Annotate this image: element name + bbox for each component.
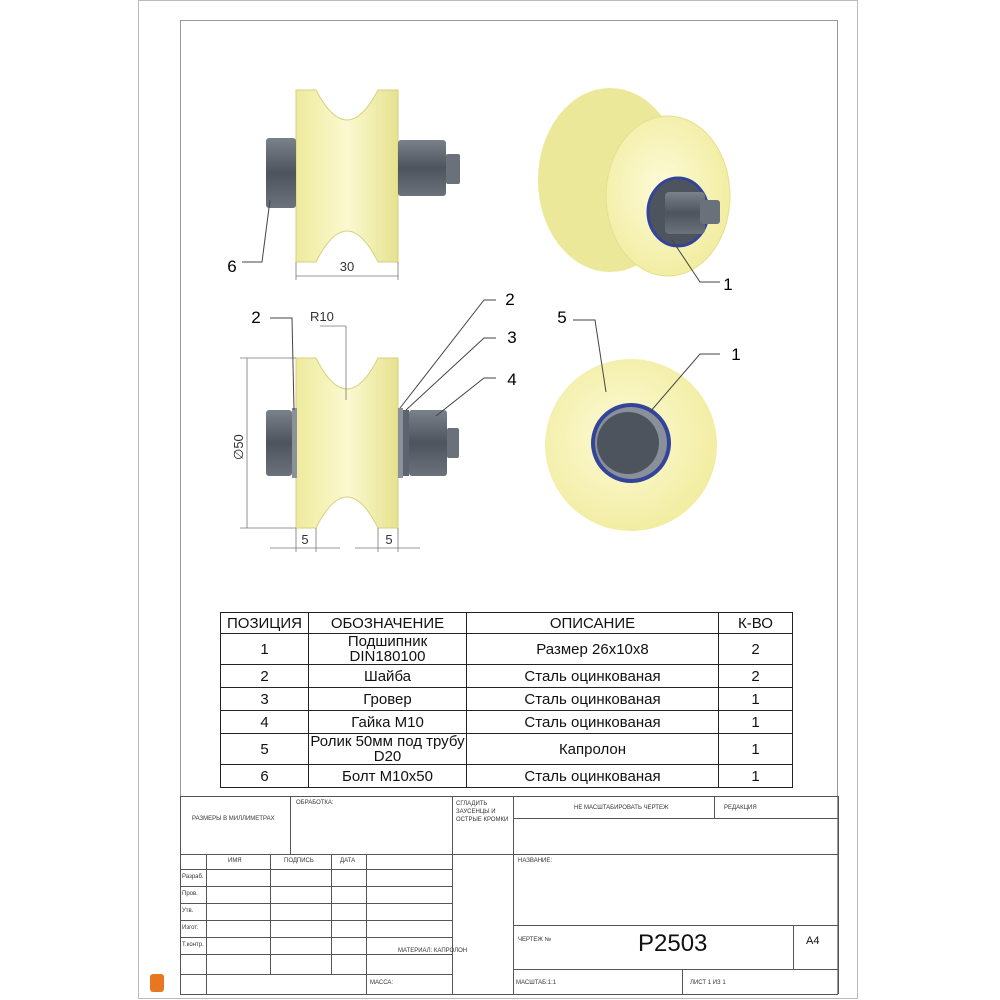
- title-label: НАЗВАНИЕ:: [518, 858, 553, 864]
- cell-qty: 1: [719, 711, 793, 734]
- cell-desc: Капролон: [467, 734, 719, 765]
- callout-1-iso: 1: [723, 275, 733, 294]
- cell-qty: 1: [719, 688, 793, 711]
- cell-name: Подшипник DIN180100: [309, 634, 467, 665]
- cell-qty: 2: [719, 634, 793, 665]
- callout-2-right: 2: [505, 290, 515, 309]
- drawing-number: P2503: [638, 930, 708, 957]
- cell-pos: 2: [221, 665, 309, 688]
- cell-desc: Размер 26x10x8: [467, 634, 719, 665]
- cell-desc: Сталь оцинкованая: [467, 688, 719, 711]
- bolt-front-end: [597, 412, 659, 474]
- table-row: [221, 688, 793, 711]
- callout-6: 6: [227, 257, 237, 276]
- callout-4: 4: [507, 370, 517, 389]
- cell-qty: 1: [719, 765, 793, 788]
- cell-pos: 3: [221, 688, 309, 711]
- table-row: [221, 634, 793, 665]
- table-row: [221, 711, 793, 734]
- bolt-head-mid: [266, 410, 292, 476]
- cell-name: Шайба: [309, 665, 467, 688]
- side-view-top: [227, 90, 460, 280]
- no-scale-note: НЕ МАСШТАБИРОВАТЬ ЧЕРТЕЖ: [574, 805, 669, 811]
- parts-list-table: [220, 612, 793, 788]
- parts-header-row: [221, 613, 793, 634]
- cell-name: Гайка М10: [309, 711, 467, 734]
- roller-side-mid: [296, 358, 398, 528]
- bolt-thread-iso: [700, 200, 720, 224]
- cell-qty: 1: [719, 734, 793, 765]
- header-quantity: К-ВО: [719, 613, 793, 634]
- callout-1-front: 1: [731, 345, 741, 364]
- cell-name: Болт М10х50: [309, 765, 467, 788]
- sheet-count: ЛИСТ 1 ИЗ 1: [690, 980, 726, 986]
- isometric-view: [538, 88, 733, 294]
- header-position: ПОЗИЦИЯ: [221, 613, 309, 634]
- front-view: [545, 308, 741, 531]
- dim-width-30: 30: [339, 259, 355, 274]
- callout-2-left: 2: [251, 308, 261, 327]
- cell-pos: 5: [221, 734, 309, 765]
- material-label: МАТЕРИАЛ: КАПРОЛОН: [398, 948, 468, 954]
- dim-diameter-50: ∅50: [231, 434, 246, 460]
- finish-label: ОБРАБОТКА:: [296, 800, 334, 806]
- cell-pos: 4: [221, 711, 309, 734]
- cell-name: Гровер: [309, 688, 467, 711]
- cell-desc: Сталь оцинкованая: [467, 711, 719, 734]
- deburr-note: СГЛАДИТЬ ЗАУСЕНЦЫ И ОСТРЫЕ КРОМКИ: [456, 801, 509, 823]
- mass-label: МАССА:: [370, 980, 394, 986]
- col-sign: ПОДПИСЬ: [284, 858, 314, 864]
- cell-pos: 6: [221, 765, 309, 788]
- dim-radius-r10: R10: [310, 309, 334, 324]
- cell-qty: 2: [719, 665, 793, 688]
- col-name: ИМЯ: [228, 858, 242, 864]
- header-designation: ОБОЗНАЧЕНИЕ: [309, 613, 467, 634]
- washer-right: [398, 408, 403, 478]
- row-developer: Разраб.: [182, 874, 204, 880]
- nut-top: [398, 140, 446, 196]
- row-checked: Пров.: [182, 891, 198, 897]
- drawing-number-label: ЧЕРТЕЖ №: [518, 937, 552, 943]
- revision-label: РЕДАКЦИЯ: [724, 805, 757, 811]
- callout-3: 3: [507, 328, 517, 347]
- bolt-thread-mid: [447, 428, 459, 458]
- callout-5: 5: [557, 308, 567, 327]
- row-inspection: Т.контр.: [182, 942, 204, 948]
- table-row: [221, 765, 793, 788]
- cell-pos: 1: [221, 634, 309, 665]
- col-date: ДАТА: [340, 858, 356, 864]
- bolt-head-top: [266, 138, 296, 208]
- scale-label: МАСШТАБ:1:1: [516, 980, 557, 986]
- header-description: ОПИСАНИЕ: [467, 613, 719, 634]
- row-approved: Утв.: [182, 908, 194, 914]
- bolt-thread-top: [446, 154, 460, 184]
- nut-iso: [665, 192, 705, 234]
- washer-mid: [292, 408, 297, 478]
- nut-mid: [409, 410, 447, 476]
- cell-name: Ролик 50мм под трубу D20: [310, 733, 465, 765]
- roller-side-top: [296, 90, 398, 262]
- cad-logo-icon: [150, 974, 164, 992]
- sheet-format: А4: [806, 935, 820, 947]
- lock-washer: [403, 410, 409, 476]
- row-manufactured: Изгот.: [182, 925, 199, 931]
- dim-flange-left: 5: [301, 532, 309, 547]
- side-view-dimensioned: [231, 290, 517, 552]
- cell-desc: Сталь оцинкованая: [467, 765, 719, 788]
- units-note: РАЗМЕРЫ В МИЛЛИМЕТРАХ: [192, 816, 275, 822]
- table-row: [221, 665, 793, 688]
- dim-flange-right: 5: [385, 532, 393, 547]
- cell-desc: Сталь оцинкованая: [467, 665, 719, 688]
- table-row: [221, 734, 793, 765]
